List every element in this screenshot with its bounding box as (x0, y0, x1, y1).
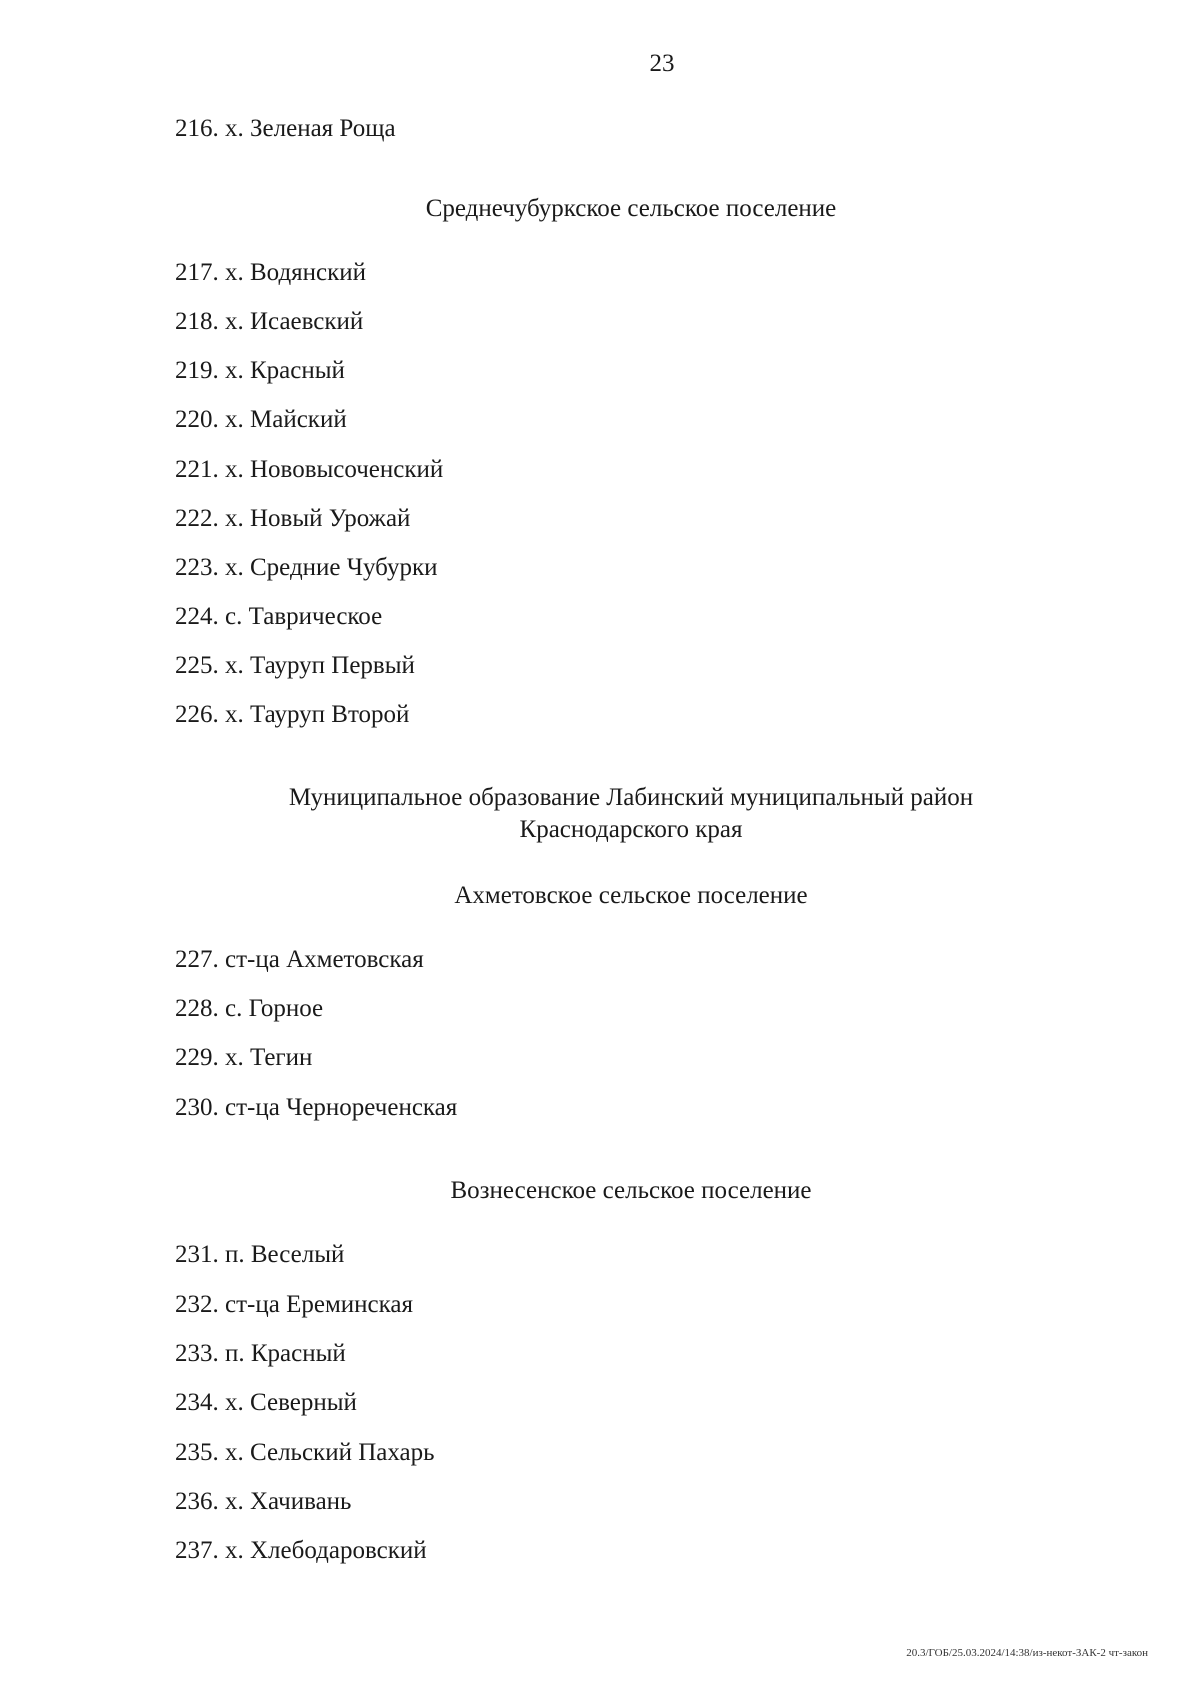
list-item: 233. п. Красный (175, 1340, 346, 1367)
list-item: 224. с. Таврическое (175, 603, 383, 630)
list-item: 227. ст-ца Ахметовская (175, 946, 424, 973)
list-item: 232. ст-ца Ереминская (175, 1291, 413, 1318)
list-item: 228. с. Горное (175, 995, 324, 1022)
document-footer: 20.3/ГОБ/25.03.2024/14:38/из-некот-ЗАК-2 чт-закон (906, 1647, 1148, 1659)
list-item: 235. х. Сельский Пахарь (175, 1439, 435, 1466)
list-item: 234. х. Северный (175, 1389, 357, 1416)
list-item: 223. х. Средние Чубурки (175, 554, 438, 581)
list-item: 231. п. Веселый (175, 1241, 345, 1268)
list-item: 221. х. Нововысоченский (175, 456, 444, 483)
section-heading: Ахметовское сельское поселение (454, 882, 808, 909)
list-item: 218. х. Исаевский (175, 308, 364, 335)
list-item: 237. х. Хлебодаровский (175, 1537, 427, 1564)
page-number: 23 (649, 50, 675, 77)
section-heading: Среднечубуркское сельское поселение (425, 195, 837, 222)
section-heading: Вознесенское сельское поселение (450, 1177, 812, 1204)
list-item: 222. х. Новый Урожай (175, 505, 411, 532)
list-item: 216. х. Зеленая Роща (175, 115, 396, 142)
list-item: 225. х. Тауруп Первый (175, 652, 415, 679)
list-item: 226. х. Тауруп Второй (175, 701, 410, 728)
municipality-heading: Муниципальное образование Лабинский муниципальный район (288, 784, 974, 811)
list-item: 229. х. Тегин (175, 1044, 313, 1071)
list-item: 217. х. Водянский (175, 259, 367, 286)
list-item: 236. х. Хачивань (175, 1488, 352, 1515)
municipality-heading-line2: Краснодарского края (519, 816, 743, 843)
list-item: 230. ст-ца Чернореченская (175, 1094, 458, 1121)
list-item: 220. х. Майский (175, 406, 347, 433)
list-item: 219. х. Красный (175, 357, 345, 384)
